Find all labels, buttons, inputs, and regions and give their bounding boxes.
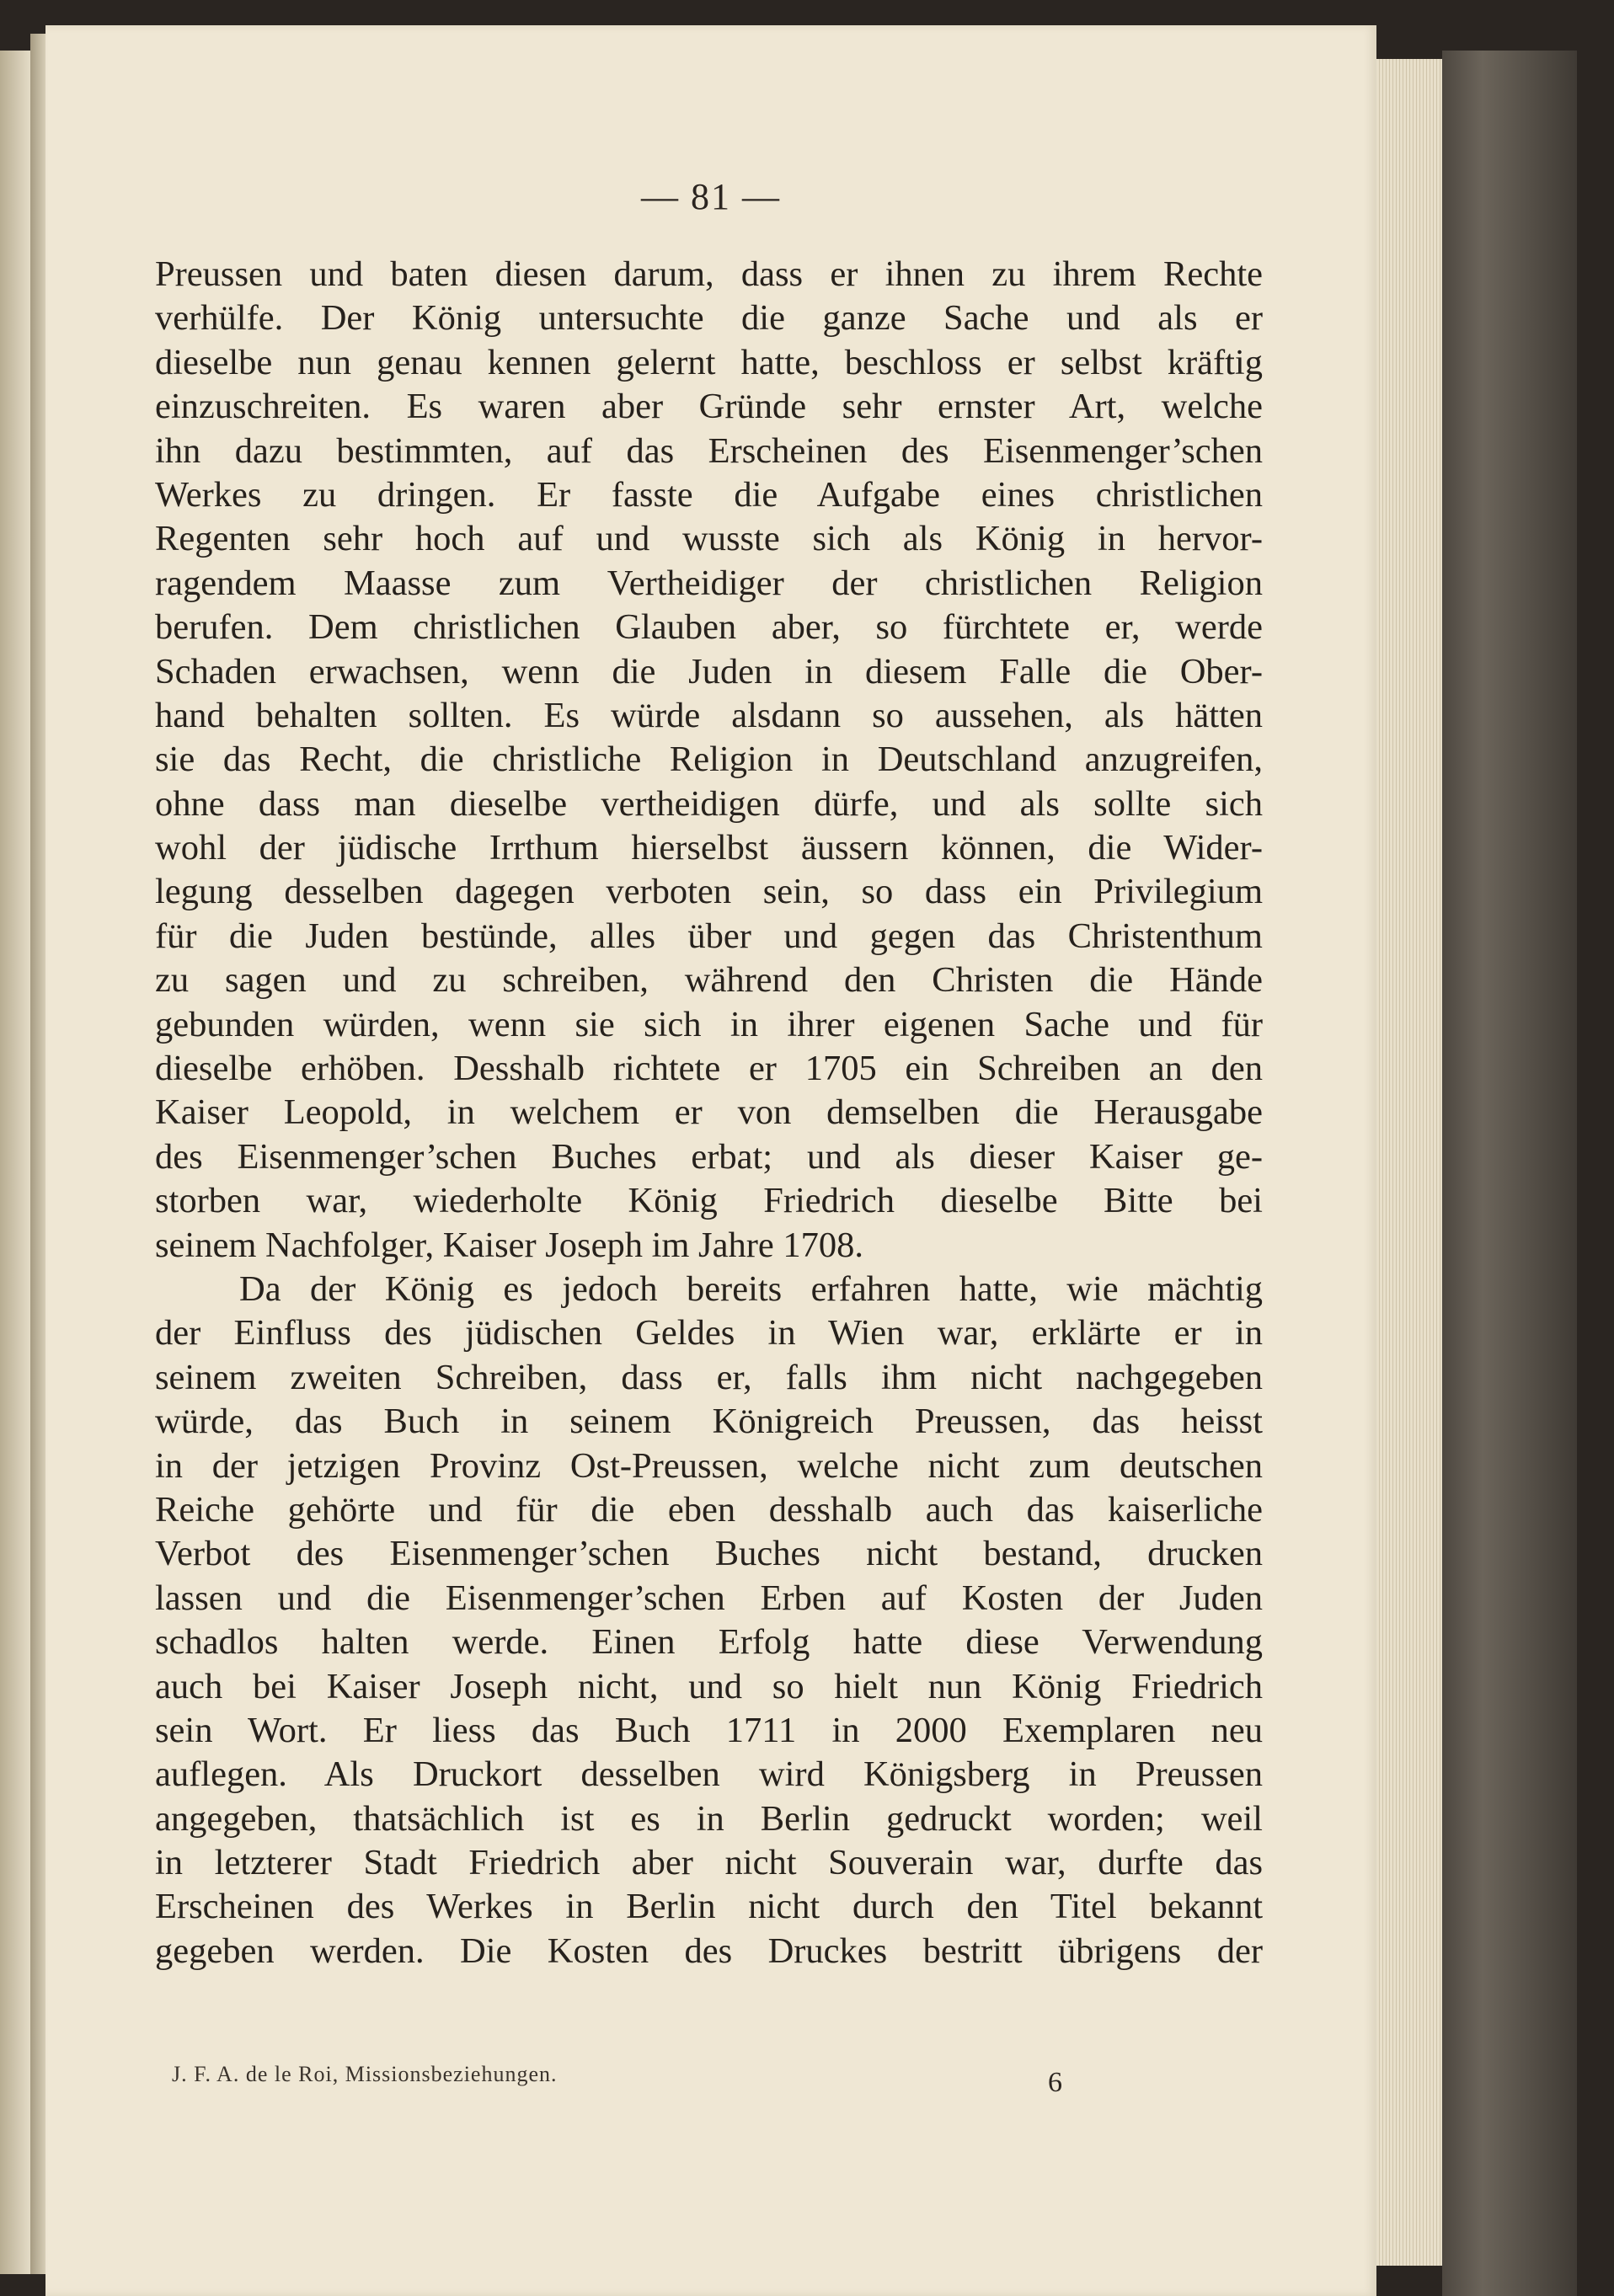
text-line: dieselbe erhöben. Desshalb richtete er 1705 ein Schreiben an den xyxy=(155,1049,1263,1089)
text-line: ragendem Maasse zum Vertheidiger der christlichen Religion xyxy=(155,563,1263,603)
text-line: würde, das Buch in seinem Königreich Preussen, das heisst xyxy=(155,1402,1263,1442)
text-line: in der jetzigen Provinz Ost-Preussen, welche nicht zum deutschen xyxy=(155,1445,1263,1486)
footer-imprint: J. F. A. de le Roi, Missionsbeziehungen. xyxy=(172,2062,558,2086)
text-line: zu sagen und zu schreiben, während den Christen die Hände xyxy=(155,960,1263,1001)
text-line: Regenten sehr hoch auf und wusste sich als König in hervor- xyxy=(155,519,1263,559)
text-line: Preussen und baten diesen darum, dass er ihnen zu ihrem Rechte xyxy=(155,254,1263,294)
text-line: ihn dazu bestimmten, auf das Erscheinen des Eisenmenger’schen xyxy=(155,430,1263,471)
text-line: seinem Nachfolger, Kaiser Joseph im Jahre 1708. xyxy=(155,1225,863,1265)
text-line: in letzterer Stadt Friedrich aber nicht Souverain war, durfte das xyxy=(155,1843,1263,1883)
page-number: — 81 — xyxy=(641,176,781,217)
text-line: wohl der jüdische Irrthum hierselbst äussern können, die Wider- xyxy=(155,828,1263,868)
text-line: ohne dass man dieselbe vertheidigen dürfe, und als sollte sich xyxy=(155,783,1263,824)
text-line: schadlos halten werde. Einen Erfolg hatte diese Verwendung xyxy=(155,1622,1263,1663)
previous-page-edge xyxy=(0,51,30,2274)
text-line: hand behalten sollten. Es würde alsdann so aussehen, als hätten xyxy=(155,695,1263,735)
text-line: der Einfluss des jüdischen Geldes in Wien war, erklärte er in xyxy=(155,1313,1263,1354)
text-line: Reiche gehörte und für die eben desshalb auch das kaiserliche xyxy=(155,1489,1263,1530)
text-line: Schaden erwachsen, wenn die Juden in diesem Falle die Ober- xyxy=(155,651,1263,691)
book-page xyxy=(45,25,1376,2296)
body-text xyxy=(155,253,1263,1973)
text-line: Verbot des Eisenmenger’schen Buches nicht bestand, drucken xyxy=(155,1534,1263,1574)
text-line: sie das Recht, die christliche Religion in Deutschland anzugreifen, xyxy=(155,740,1263,780)
text-line: Werkes zu dringen. Er fasste die Aufgabe eines christlichen xyxy=(155,474,1263,515)
text-line: auflegen. Als Druckort desselben wird Königsberg in Preussen xyxy=(155,1754,1263,1795)
text-line: dieselbe nun genau kennen gelernt hatte, beschloss er selbst kräftig xyxy=(155,342,1263,382)
text-line: angegeben, thatsächlich ist es in Berlin gedruckt worden; weil xyxy=(155,1798,1263,1839)
text-line: für die Juden bestünde, alles über und gegen das Christenthum xyxy=(155,916,1263,956)
text-line: Erscheinen des Werkes in Berlin nicht durch den Titel bekannt xyxy=(155,1887,1263,1927)
text-line: lassen und die Eisenmenger’schen Erben auf Kosten der Juden xyxy=(155,1578,1263,1618)
text-line: berufen. Dem christlichen Glauben aber, so fürchtete er, werde xyxy=(155,607,1263,648)
signature-mark: 6 xyxy=(1048,2067,1062,2098)
text-line: verhülfe. Der König untersuchte die ganze Sache und als er xyxy=(155,298,1263,339)
book-gutter xyxy=(30,34,45,2274)
book-cover-edge xyxy=(1442,51,1577,2296)
text-line: des Eisenmenger’schen Buches erbat; und als dieser Kaiser ge- xyxy=(155,1136,1263,1177)
text-line: storben war, wiederholte König Friedrich dieselbe Bitte bei xyxy=(155,1181,1263,1221)
text-line: gebunden würden, wenn sie sich in ihrer eigenen Sache und für xyxy=(155,1004,1263,1044)
text-line: Da der König es jedoch bereits erfahren hatte, wie mächtig xyxy=(239,1268,1263,1309)
text-line: gegeben werden. Die Kosten des Druckes bestritt übrigens der xyxy=(155,1930,1263,1971)
text-line: seinem zweiten Schreiben, dass er, falls ihm nicht nachgegeben xyxy=(155,1357,1263,1397)
page-block-edge xyxy=(1376,59,1442,2266)
text-line: einzuschreiten. Es waren aber Gründe sehr ernster Art, welche xyxy=(155,387,1263,427)
text-line: Kaiser Leopold, in welchem er von demselben die Herausgabe xyxy=(155,1092,1263,1133)
text-line: auch bei Kaiser Joseph nicht, und so hielt nun König Friedrich xyxy=(155,1666,1263,1706)
text-line: sein Wort. Er liess das Buch 1711 in 2000 Exemplaren neu xyxy=(155,1710,1263,1750)
text-line: legung desselben dagegen verboten sein, so dass ein Privilegium xyxy=(155,872,1263,912)
